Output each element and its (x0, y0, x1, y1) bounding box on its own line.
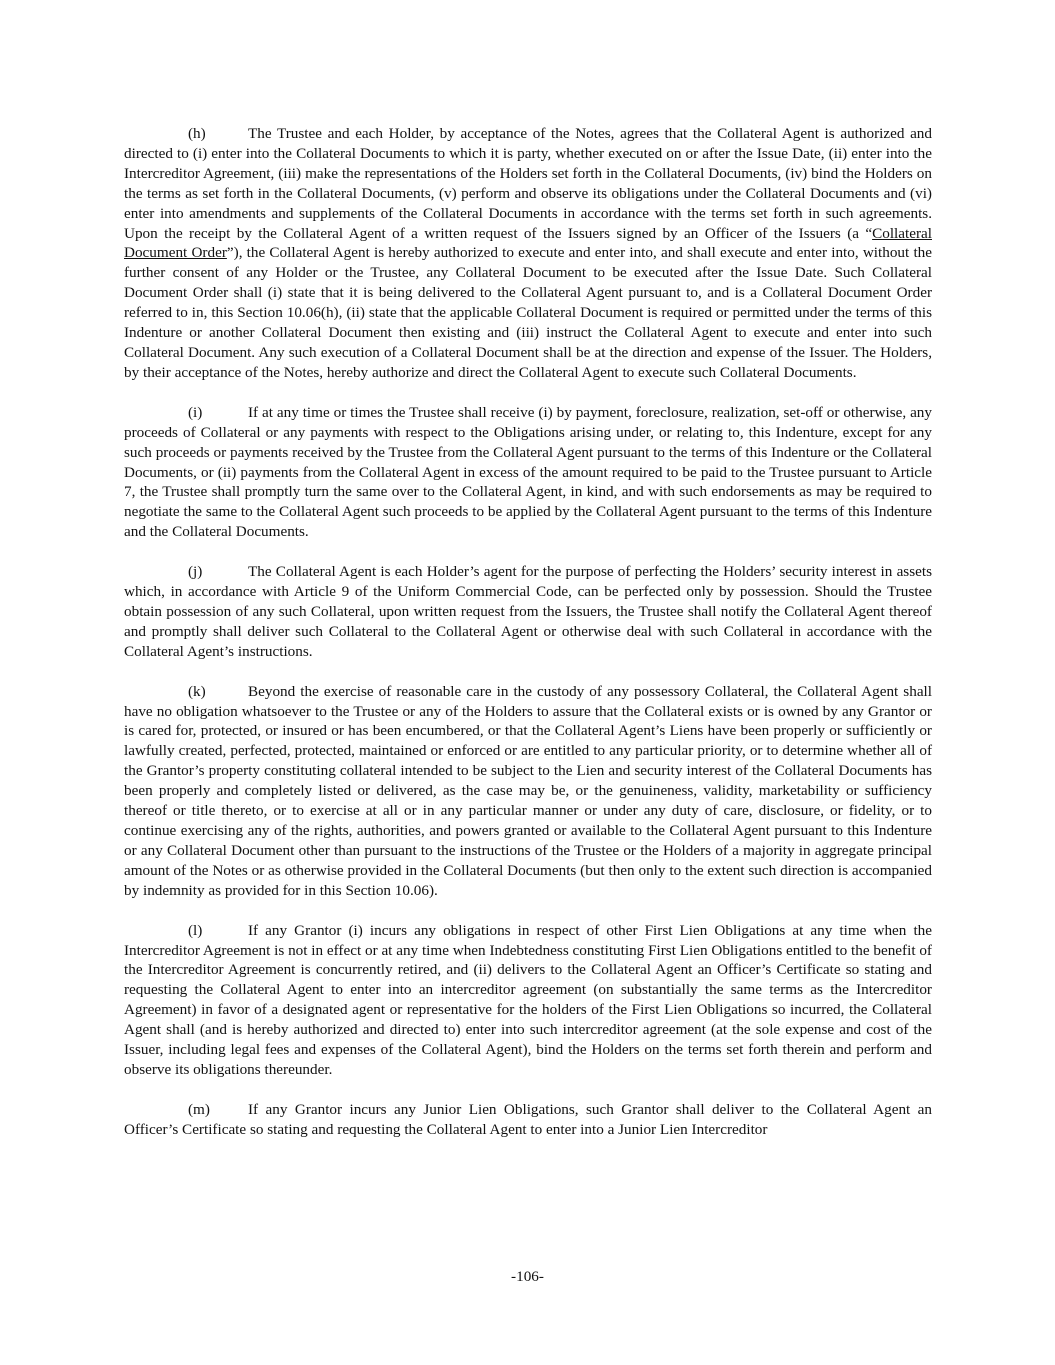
paragraph-label: (h) (188, 125, 206, 142)
defined-term: Collateral Document Order (124, 224, 932, 262)
page-number: -106- (511, 1268, 544, 1285)
paragraph-i (124, 403, 932, 542)
paragraph-k (124, 682, 932, 901)
paragraph-label: (l) (188, 921, 203, 939)
paragraph-j (124, 562, 932, 662)
paragraph-text: The Collateral Agent is each Holder’s agent for the purpose of perfecting the Holders’ security interest in assets which, in accordance with Article 9 of the Uniform Commercial Code, can be perfected only by possession. Should the Trustee obtain possession of any such Collateral, upon written request from the Issuers, the Trustee shall notify the Collateral Agent thereof and promptly shall deliver such Collateral to the Collateral Agent or otherwise deal with such Collateral in accordance with the Collateral Agent’s instructions. (124, 563, 932, 660)
paragraph-label: (m) (188, 1100, 210, 1118)
document-page (124, 124, 932, 1160)
paragraph-label: (k) (188, 682, 206, 700)
paragraph-label: (i) (188, 403, 203, 421)
paragraph-text: If any Grantor (i) incurs any obligations in respect of other First Lien Obligations at any time when the Intercreditor Agreement is not in effect or at any time when Indebtedness constituting First Lien Obligations entitled to the benefit of the Intercreditor Agreement is concurrently retired, and (ii) delivers to the Collateral Agent an Officer’s Certificate so stating and requesting the Collateral Agent to enter into an intercreditor agreement (on substantially the same terms as the Intercreditor Agreement) in favor of a designated agent or representative for the holders of the First Lien Obligations so incurred, the Collateral Agent shall (and is hereby authorized and directed to) enter into such intercreditor agreement (at the sole expense and cost of the Issuer, including legal fees and expenses of the Collateral Agent), bind the Holders on the terms set forth therein and perform and observe its obligations thereunder. (124, 921, 932, 1078)
paragraph-text: The Trustee and each Holder, by acceptance of the Notes, agrees that the Collateral Agent is authorized and directed to (i) enter into the Collateral Documents to which it is party, whether executed on or after the Issue Date, (ii) enter into the Intercreditor Agreement, (iii) make the representations of the Holders set forth in the Collateral Documents, (iv) bind the Holders on the terms as set forth in the Collateral Documents, (v) perform and observe its obligations under the Collateral Documents and (vi) enter into amendments and supplements of the Collateral Documents in accordance with the terms set forth in such agreements. Upon the receipt by the Collateral Agent of a written request of the Issuers signed by an Officer of the Issuers (a “ (124, 125, 932, 242)
paragraph-text: ”), the Collateral Agent is hereby authorized to execute and enter into, and shall execute and enter into, without the further consent of any Holder or the Trustee, any Collateral Document to be executed after the Issue Date. Such Collateral Document Order shall (i) state that it is being delivered to the Collateral Agent pursuant to, and is a Collateral Document Order referred to in, this Section 10.06(h), (ii) state that the applicable Collateral Document is required or permitted under the terms of this Indenture or another Collateral Document then existing and (iii) instruct the Collateral Agent to execute and enter into such Collateral Document. Any such execution of a Collateral Document shall be at the direction and expense of the Issuer. The Holders, by their acceptance of the Notes, hereby authorize and direct the Collateral Agent to execute such Collateral Documents. (124, 244, 932, 381)
paragraph-text: If at any time or times the Trustee shall receive (i) by payment, foreclosure, realization, set-off or otherwise, any proceeds of Collateral or any payments with respect to the Obligations arising under, or relating to, this Indenture, except for any such proceeds or payments received by the Trustee from the Collateral Agent pursuant to the terms of this Indenture or the Collateral Documents, or (ii) payments from the Collateral Agent in excess of the amount required to be paid to the Trustee pursuant to Article 7, the Trustee shall promptly turn the same over to the Collateral Agent, in kind, and with such endorsements as may be required to negotiate the same to the Collateral Agent such proceeds to be applied by the Collateral Agent pursuant to the terms of this Indenture and the Collateral Documents. (124, 403, 932, 541)
paragraph-m (124, 1100, 932, 1140)
paragraph-text: Beyond the exercise of reasonable care in the custody of any possessory Collateral, the Collateral Agent shall have no obligation whatsoever to the Trustee or any of the Holders to assure that the Collateral exists or is owned by any Grantor or is cared for, protected, or insured or has been encumbered, or that the Collateral Agent’s Liens have been properly or sufficiently or lawfully created, perfected, protected, maintained or enforced or are entitled to any particular priority, or to determine whether all of the Grantor’s property constituting collateral intended to be subject to the Lien and security interest of the Collateral Documents has been properly and completely listed or delivered, as the case may be, or the genuineness, validity, marketability or sufficiency thereof or title thereto, or to exercise at all or in any particular manner or under any duty of care, disclosure, or fidelity, or to continue exercising any of the rights, authorities, and powers granted or available to the Collateral Agent pursuant to this Indenture or any Collateral Document other than pursuant to the instructions of the Trustee or the Holders of a majority in aggregate principal amount of the Notes or as otherwise provided in the Collateral Documents (but then only to the extent such direction is accompanied by indemnity as provided for in this Section 10.06). (124, 682, 932, 899)
paragraph-l (124, 921, 932, 1080)
paragraph-text: If any Grantor incurs any Junior Lien Obligations, such Grantor shall deliver to the Collateral Agent an Officer’s Certificate so stating and requesting the Collateral Agent to enter into a Junior Lien Intercreditor (124, 1100, 932, 1138)
paragraph-label: (j) (188, 563, 203, 581)
paragraph-h (124, 124, 932, 383)
